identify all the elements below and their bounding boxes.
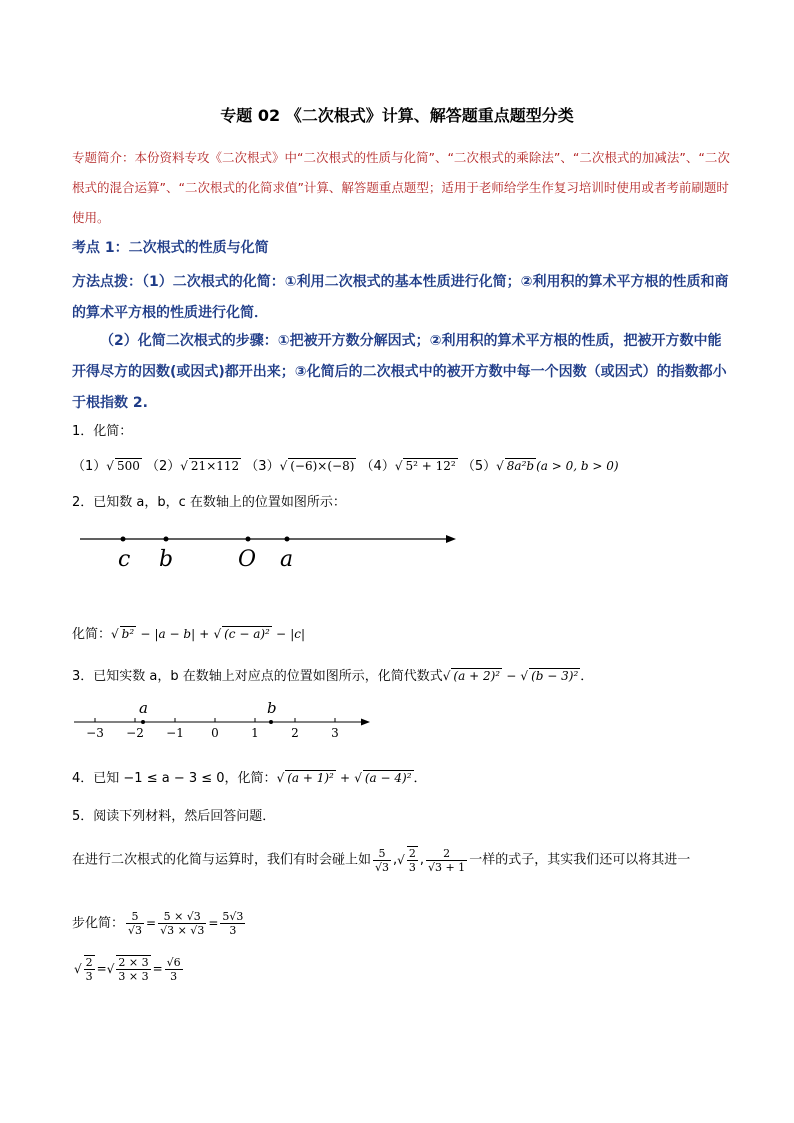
step1-frac-3-den: 3 <box>229 924 237 937</box>
fraction-1-num: 5 <box>373 847 391 861</box>
step1-frac-2 <box>158 910 206 937</box>
step2-frac-2 <box>116 955 150 983</box>
section-heading: 考点 1：二次根式的性质与化简 <box>72 240 269 256</box>
step1-frac-1 <box>126 910 144 937</box>
q5-para-c: 步化简： <box>72 916 125 931</box>
question-2-text: 2．已知数 a，b，c 在数轴上的位置如图所示： <box>72 495 346 510</box>
step2-frac-1 <box>84 955 95 983</box>
radical-1: √ 500 <box>106 459 140 473</box>
label-a-2: a <box>139 699 148 717</box>
expr-2-radicand-1: b² <box>121 627 135 641</box>
q5-step-2 <box>74 955 185 983</box>
tick-label: 3 <box>331 726 339 740</box>
q4-radicand-1: (a + 1)² <box>287 771 334 785</box>
fraction-3-num: 2 <box>426 847 467 861</box>
q3-radicand-2: (b − 3)² <box>531 669 579 683</box>
question-2-expression <box>72 623 305 642</box>
question-5-text: 5．阅读下列材料，然后回答问题． <box>72 809 276 824</box>
item-4-number: （4） <box>360 459 395 474</box>
question-3-text <box>72 665 593 684</box>
radicand-4: 5² + 12² <box>405 459 456 473</box>
question-4-prompt: 4．已知 −1 ≤ a − 3 ≤ 0，化简： <box>72 771 277 786</box>
item-5-number: （5） <box>461 459 497 474</box>
fraction-3-den: √3 + 1 <box>427 860 466 874</box>
expr-2-radicand-3: (c − a)² <box>224 627 270 641</box>
method-tip-2 <box>72 326 732 419</box>
q5-step-1 <box>72 910 247 937</box>
q4-radical-2: √ (a − 4)² <box>354 771 412 785</box>
item-3-number: （3） <box>245 459 280 474</box>
radical-4: √ 5² + 12² <box>394 459 456 473</box>
arrow-head-icon <box>446 535 456 543</box>
q5-para-b: 一样的式子，其实我们还可以将其进一 <box>469 852 691 868</box>
step1-frac-3 <box>220 910 245 937</box>
label-o: O <box>238 547 257 572</box>
q4-radicand-2: (a − 4)² <box>364 771 412 785</box>
step1-frac-2-den: √3 × √3 <box>160 924 205 937</box>
expr-2-op-1: − <box>140 627 151 641</box>
tick-label: −3 <box>86 726 104 740</box>
method-tip-2-text: （2）化简二次根式的步骤：①把被开方数分解因式；②利用积的算术平方根的性质，把被开方数中能开得尽方的因数(或因式)都开出来；③化简后的二次根式中的被开方数中每一个因数（或因式）的指数都小于根指数 2. <box>72 333 727 411</box>
step1-frac-1-num: 5 <box>126 910 144 924</box>
fraction-2-den: 3 <box>408 861 416 874</box>
step2-root-1: √ $\frac{2}{3}$ <box>74 956 93 983</box>
step2-frac-2-den: 3 × 3 <box>118 970 149 983</box>
page-title: 专题 02 《二次根式》计算、解答题重点题型分类 <box>220 106 574 125</box>
q4-end: ． <box>413 771 427 786</box>
tick-label: −2 <box>126 726 144 740</box>
step1-frac-1-den: √3 <box>128 924 143 937</box>
step2-frac-3-num: √6 <box>166 955 181 969</box>
radicand-3: (−6)×(−8) <box>290 459 355 473</box>
point-o <box>246 537 251 542</box>
expr-2-term-2: |a − b| <box>154 627 196 641</box>
simplify-label: 化简： <box>72 627 112 642</box>
q3-radicand-1: (a + 2)² <box>453 669 501 683</box>
tick-label: 1 <box>251 726 259 740</box>
step2-frac-1-den: 3 <box>85 970 93 983</box>
fraction-2 <box>407 846 418 874</box>
method-tip-1: 方法点拨：（1）二次根式的化简：①利用二次根式的基本性质进行化简；②利用积的算术平方根的性质和商的算术平方根的性质进行化简． <box>72 274 729 321</box>
item-2-number: （2） <box>145 459 181 474</box>
expr-2-term-3: √ (c − a)² <box>213 627 270 641</box>
point-a-2 <box>141 720 145 724</box>
question-3-prompt: 3．已知实数 a，b 在数轴上对应点的位置如图所示，化简代数式 <box>72 669 443 684</box>
radicand-5: 8a²b <box>506 459 535 473</box>
step2-eq-2: = <box>152 961 163 976</box>
step1-frac-2-num: 5 × √3 <box>158 910 206 924</box>
question-4-text <box>72 767 427 786</box>
q5-paragraph-line-1: 在进行二次根式的化简与运算时，我们有时会碰上如 $\frac{5}{√3}$ ,√ $\frac{2}{3}$ , $\frac{2}{√3 + 1}$ 一样的式子，其实我们还可以将其进一 <box>72 846 691 874</box>
label-b: b <box>159 547 174 572</box>
condition-5: (a > 0, b > 0) <box>536 459 619 473</box>
arrow-head-2-icon <box>361 719 370 726</box>
fraction-2-num: 2 <box>408 847 416 860</box>
question-1-items <box>72 455 619 474</box>
number-line-2 <box>72 696 382 744</box>
tick-label: −1 <box>166 726 184 740</box>
step1-eq-2: = <box>208 916 219 930</box>
radical-2: √ 21×112 <box>180 459 240 473</box>
point-b-2 <box>269 720 273 724</box>
step2-eq-1: = <box>96 961 107 976</box>
q3-end: ． <box>580 669 594 684</box>
fraction-1-den: √3 <box>375 860 390 874</box>
q3-radical-1: √ (a + 2)² <box>442 669 501 683</box>
intro-paragraph: 专题简介：本份资料专攻《二次根式》中“二次根式的性质与化简”、“二次根式的乘除法”、“二次根式的加减法”、“二次根式的混合运算”、“二次根式的化简求值”计算、解答题重点题型；适用于老师给学生作复习培训时使用或者考前刷题时使用。 <box>72 150 730 225</box>
radicand-1: 500 <box>116 459 140 473</box>
radical-5: √ 8a²b <box>496 459 535 473</box>
radical-3: √ (−6)×(−8) <box>279 459 355 473</box>
point-b <box>164 537 169 542</box>
expr-2-term-4: |c| <box>290 627 306 641</box>
point-c <box>121 537 126 542</box>
step2-root-2: √ $\frac{2 \times 3}{3 \times 3}$ <box>106 956 149 983</box>
point-a <box>285 537 290 542</box>
question-1-label: 1．化简： <box>72 424 133 439</box>
step1-frac-3-num: 5√3 <box>222 910 244 923</box>
item-1-number: （1） <box>72 459 107 474</box>
expr-2-op-3: − <box>276 627 287 641</box>
q3-radical-2: √ (b − 3)² <box>520 669 579 683</box>
tick-group <box>86 718 339 740</box>
expr-2-term-1: √ b² <box>111 627 135 641</box>
expr-2-op-2: + <box>199 627 210 641</box>
q4-radical-1: √ (a + 1)² <box>276 771 334 785</box>
tick-label: 2 <box>291 726 299 740</box>
step2-frac-2-num: 2 × 3 <box>118 956 149 969</box>
step1-eq-1: = <box>146 916 157 930</box>
label-b-2: b <box>267 699 277 717</box>
label-c: c <box>118 547 131 572</box>
fraction-3 <box>426 847 467 874</box>
fraction-2-root: √ $\frac{2}{3}$ <box>397 847 416 874</box>
q3-minus: − <box>506 669 517 683</box>
q4-plus: + <box>340 771 351 785</box>
radicand-2: 21×112 <box>190 459 240 473</box>
step2-frac-3 <box>165 956 183 983</box>
step2-frac-3-den: 3 <box>170 969 178 983</box>
step2-frac-1-num: 2 <box>85 956 93 969</box>
q5-para-a: 在进行二次根式的化简与运算时，我们有时会碰上如 <box>72 852 372 868</box>
fraction-1 <box>373 847 391 874</box>
label-a: a <box>280 547 294 572</box>
tick-label: 0 <box>211 726 219 740</box>
number-line-1 <box>80 526 460 576</box>
